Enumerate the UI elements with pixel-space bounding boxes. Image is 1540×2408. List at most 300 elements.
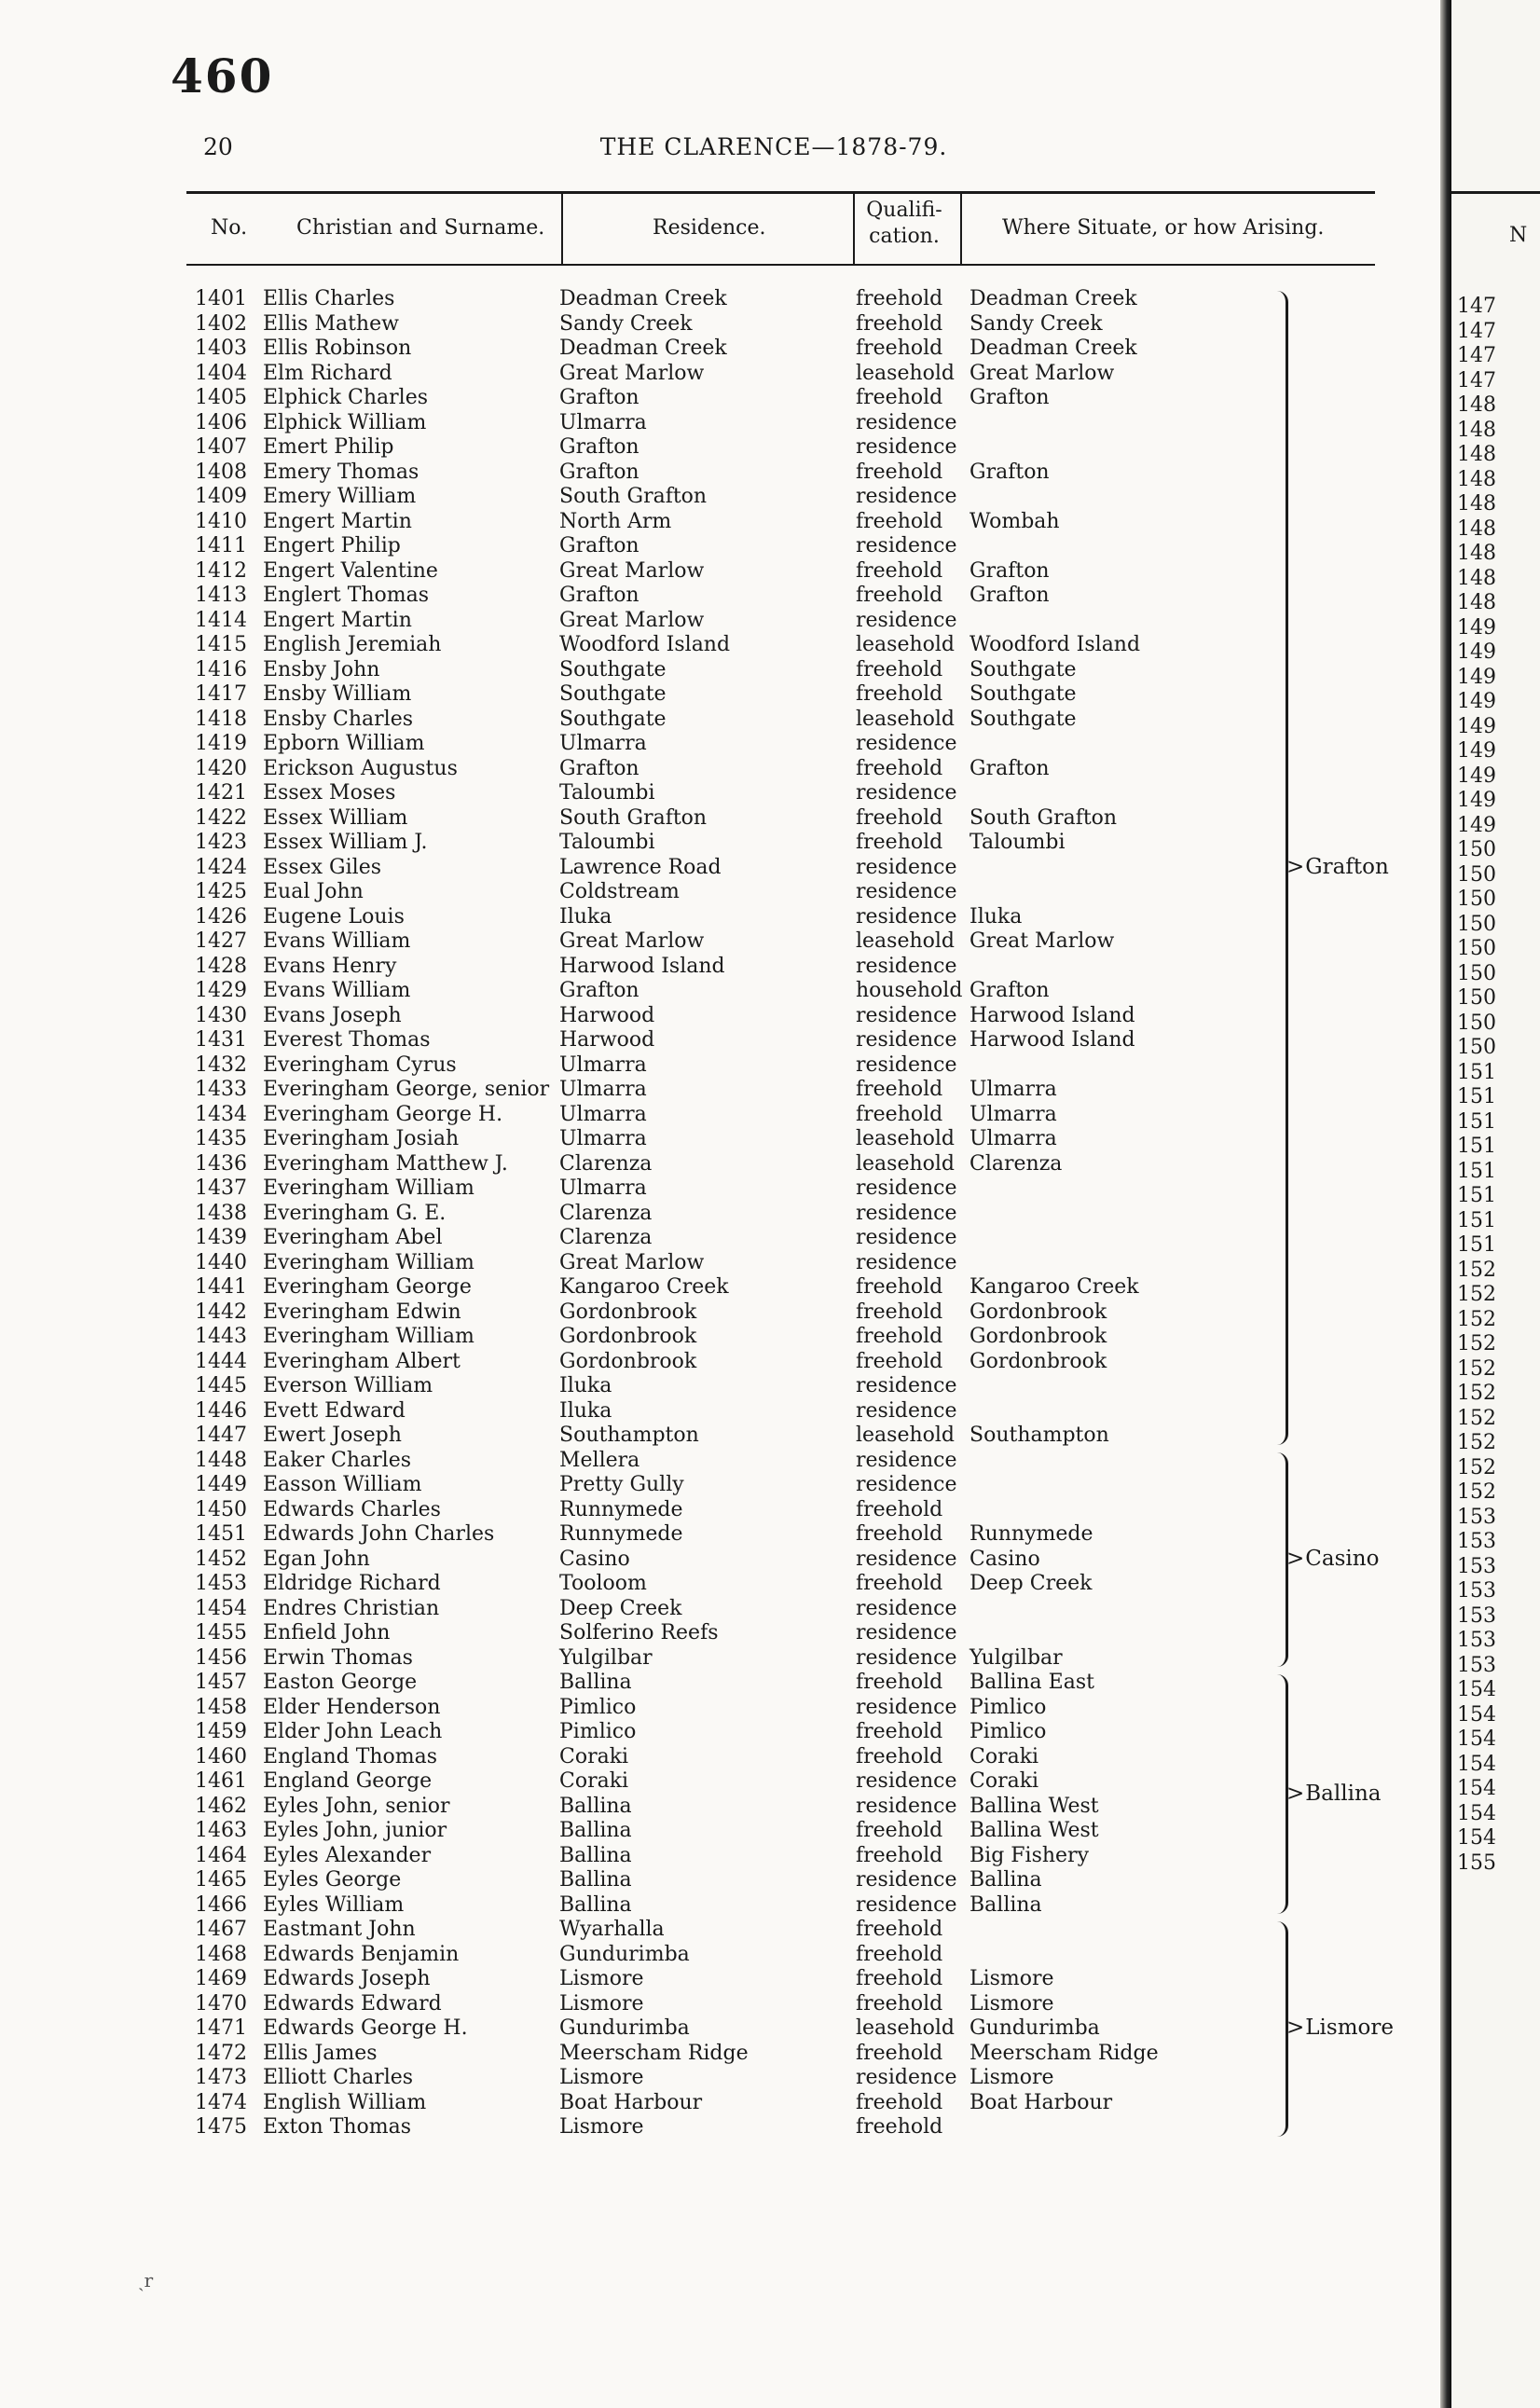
residence: Ballina (559, 1892, 632, 1917)
adjacent-entry-number: 149 (1457, 665, 1496, 689)
voter-name: Emert Philip (263, 435, 394, 459)
residence: Pimlico (559, 1695, 637, 1719)
qualification: residence (856, 1621, 957, 1644)
where-situate: Ballina East (969, 1671, 1094, 1694)
where-situate: Harwood Island (969, 1003, 1135, 1027)
table-row (0, 1844, 1440, 1869)
voter-name: Essex Moses (263, 781, 396, 805)
table-row (0, 1943, 1440, 1968)
qualification: freehold (856, 831, 943, 854)
residence: Kangaroo Creek (559, 1275, 729, 1299)
residence: Meerscham Ridge (559, 2041, 749, 2065)
table-row (0, 1399, 1440, 1424)
residence: Great Marlow (559, 929, 705, 953)
voter-name: Elliott Charles (263, 2066, 414, 2089)
table-row (0, 1028, 1440, 1053)
header-divider (853, 194, 855, 264)
table-row (0, 658, 1440, 683)
where-situate: Southgate (969, 682, 1077, 706)
qualification: freehold (856, 1720, 943, 1743)
header-name: Christian and Surname. (296, 216, 545, 240)
adjacent-entry-number: 148 (1457, 467, 1496, 491)
adjacent-entry-number: 150 (1457, 1036, 1496, 1059)
adjacent-entry-number: 151 (1457, 1184, 1496, 1207)
table-row (0, 1374, 1440, 1399)
residence: Ballina (559, 1819, 632, 1842)
where-situate: Harwood Island (969, 1028, 1135, 1052)
residence: Lismore (559, 2066, 644, 2089)
where-situate: Ballina West (969, 1819, 1099, 1842)
qualification: freehold (856, 657, 943, 681)
table-row (0, 386, 1440, 411)
adjacent-entry-number: 150 (1457, 912, 1496, 936)
entry-number: 1446 (195, 1398, 247, 1423)
adjacent-entry-number: 149 (1457, 789, 1496, 812)
residence: North Arm (559, 509, 672, 533)
voter-name: Essex William J. (263, 831, 428, 854)
entry-number: 1464 (195, 1843, 247, 1867)
adjacent-entry-number: 152 (1457, 1382, 1496, 1405)
adjacent-entry-number: 148 (1457, 393, 1496, 417)
adjacent-entry-number: 152 (1457, 1431, 1496, 1454)
residence: Mellera (559, 1448, 640, 1472)
stray-mark: ˏr (138, 2269, 154, 2291)
where-situate: Coraki (969, 1769, 1039, 1793)
qualification: freehold (856, 1819, 943, 1842)
voter-name: Easton George (263, 1671, 418, 1694)
qualification: residence (856, 1547, 957, 1571)
voter-name: Everingham William (263, 1325, 474, 1348)
residence: Tooloom (559, 1572, 647, 1595)
where-situate: Lismore (969, 1991, 1054, 2016)
qualification: freehold (856, 1325, 943, 1348)
entry-number: 1430 (195, 1003, 247, 1027)
residence: Gordonbrook (559, 1300, 697, 1324)
table-row (0, 955, 1440, 980)
table-row (0, 2066, 1440, 2091)
entry-number: 1447 (195, 1424, 247, 1447)
table-row (0, 856, 1440, 881)
voter-name: Everingham Albert (263, 1349, 461, 1373)
entry-number: 1426 (195, 904, 247, 929)
table-row (0, 1597, 1440, 1622)
table-row (0, 485, 1440, 510)
table-row (0, 1127, 1440, 1152)
qualification: freehold (856, 509, 943, 533)
qualification: freehold (856, 805, 943, 830)
qualification: residence (856, 1053, 957, 1077)
entry-number: 1405 (195, 386, 247, 409)
residence: Ulmarra (559, 410, 647, 434)
qualification: residence (856, 2066, 957, 2089)
where-situate: Lismore (969, 2066, 1054, 2089)
voter-name: Elphick William (263, 410, 427, 434)
qualification: freehold (856, 682, 943, 706)
residence: Lismore (559, 2115, 644, 2139)
where-situate: Yulgilbar (969, 1645, 1063, 1670)
adjacent-entry-number: 155 (1457, 1851, 1496, 1875)
adjacent-entry-number: 152 (1457, 1283, 1496, 1306)
entry-number: 1407 (195, 435, 247, 459)
qualification: residence (856, 534, 957, 557)
residence: Gordonbrook (559, 1325, 697, 1348)
table-row (0, 1868, 1440, 1893)
qualification: freehold (856, 2041, 943, 2065)
voter-name: Ewert Joseph (263, 1424, 402, 1447)
residence: Ulmarra (559, 1127, 647, 1150)
qualification: residence (856, 608, 957, 632)
table-row (0, 2091, 1440, 2116)
voter-name: Everingham Josiah (263, 1127, 460, 1150)
adjacent-entry-number: 148 (1457, 516, 1496, 541)
residence: Gundurimba (559, 2016, 690, 2040)
voter-name: England Thomas (263, 1744, 438, 1768)
voter-name: English Jeremiah (263, 633, 442, 656)
adjacent-entry-number: 147 (1457, 368, 1496, 392)
table-row (0, 1152, 1440, 1177)
residence: Ulmarra (559, 1078, 647, 1101)
voter-name: Eaker Charles (263, 1448, 412, 1472)
entry-number: 1427 (195, 929, 247, 953)
where-situate: Lismore (969, 1967, 1054, 1990)
voter-name: Erickson Augustus (263, 756, 458, 780)
table-row (0, 979, 1440, 1004)
adjacent-entry-number: 149 (1457, 640, 1496, 664)
voter-name: Eual John (263, 880, 364, 903)
voter-name: Engert Martin (263, 509, 412, 533)
residence: Deep Creek (559, 1596, 682, 1620)
adjacent-entry-number: 148 (1457, 492, 1496, 516)
residence: Ballina (559, 1843, 632, 1867)
qualification: residence (856, 1892, 957, 1917)
table-row (0, 1078, 1440, 1103)
where-situate: Runnymede (969, 1522, 1093, 1546)
where-situate: Wombah (969, 509, 1060, 533)
table-row (0, 2016, 1440, 2042)
qualification: leasehold (856, 1151, 956, 1176)
entry-number: 1416 (195, 657, 247, 681)
qualification: residence (856, 1028, 957, 1052)
entry-number: 1448 (195, 1448, 247, 1472)
where-situate: Southgate (969, 707, 1077, 731)
voter-name: Eyles John, senior (263, 1794, 450, 1818)
adjacent-entry-number: 150 (1457, 937, 1496, 960)
voter-name: Engert Valentine (263, 558, 438, 583)
voter-name: Eyles Alexander (263, 1843, 432, 1867)
residence: Coraki (559, 1769, 629, 1793)
where-situate: Grafton (969, 584, 1050, 607)
residence: Southgate (559, 657, 667, 681)
table-row (0, 1696, 1440, 1721)
voter-name: Englert Thomas (263, 584, 430, 607)
residence: Lismore (559, 1967, 644, 1990)
voter-name: Erwin Thomas (263, 1645, 413, 1670)
table-row (0, 1646, 1440, 1672)
residence: Grafton (559, 386, 639, 409)
adjacent-entry-number: 153 (1457, 1505, 1496, 1529)
table-row (0, 337, 1440, 362)
entry-number: 1412 (195, 558, 247, 583)
voter-name: Ellis Charles (263, 287, 395, 310)
adjacent-entry-number: 154 (1457, 1727, 1496, 1751)
where-situate: Southampton (969, 1424, 1109, 1447)
entry-number: 1455 (195, 1621, 247, 1644)
qualification: residence (856, 1448, 957, 1472)
residence: South Grafton (559, 485, 708, 508)
where-situate: Deadman Creek (969, 287, 1137, 310)
voter-name: Elder John Leach (263, 1720, 443, 1743)
header-bottom-rule (186, 264, 1375, 266)
entry-number: 1474 (195, 2090, 247, 2114)
residence: South Grafton (559, 805, 708, 830)
where-situate: Grafton (969, 558, 1050, 583)
voter-name: Egan John (263, 1547, 370, 1571)
residence: Deadman Creek (559, 337, 727, 360)
table-row (0, 1473, 1440, 1498)
qualification: residence (856, 410, 957, 434)
adjacent-entry-number: 148 (1457, 591, 1496, 614)
entry-number: 1415 (195, 633, 247, 656)
qualification: freehold (856, 1497, 943, 1521)
where-situate: Gordonbrook (969, 1300, 1107, 1324)
entry-number: 1473 (195, 2066, 247, 2089)
entry-number: 1443 (195, 1325, 247, 1348)
qualification: freehold (856, 2090, 943, 2114)
voter-name: Everingham Matthew J. (263, 1151, 508, 1176)
table-row (0, 1893, 1440, 1919)
voter-name: Engert Martin (263, 608, 412, 632)
table-row (0, 633, 1440, 658)
voter-name: Everingham Cyrus (263, 1053, 457, 1077)
entry-number: 1450 (195, 1497, 247, 1521)
voter-name: Edwards Edward (263, 1991, 442, 2016)
qualification: freehold (856, 460, 943, 484)
entry-number: 1428 (195, 954, 247, 978)
adjacent-entry-number: 148 (1457, 418, 1496, 442)
entry-number: 1457 (195, 1671, 247, 1694)
qualification: freehold (856, 584, 943, 607)
adjacent-entry-number: 154 (1457, 1752, 1496, 1776)
table-row (0, 1275, 1440, 1300)
adjacent-entry-number: 149 (1457, 714, 1496, 738)
qualification: residence (856, 1226, 957, 1249)
entry-number: 1451 (195, 1522, 247, 1546)
qualification: freehold (856, 1522, 943, 1546)
adjacent-entry-number: 150 (1457, 888, 1496, 911)
adjacent-entry-number: 148 (1457, 566, 1496, 590)
qualification: freehold (856, 1942, 943, 1966)
entry-number: 1439 (195, 1226, 247, 1249)
where-situate: Great Marlow (969, 361, 1115, 385)
qualification: household (856, 979, 963, 1002)
voter-name: Enfield John (263, 1621, 391, 1644)
entry-number: 1470 (195, 1991, 247, 2016)
table-row (0, 435, 1440, 461)
table-row (0, 1795, 1440, 1820)
qualification: residence (856, 880, 957, 903)
table-row (0, 1226, 1440, 1251)
qualification: freehold (856, 1275, 943, 1299)
table-row (0, 1967, 1440, 1992)
residence: Boat Harbour (559, 2090, 703, 2114)
residence: Lawrence Road (559, 855, 722, 879)
adjacent-entry-number: 149 (1457, 615, 1496, 640)
entry-number: 1402 (195, 311, 247, 336)
group-label: > Grafton (1286, 855, 1389, 879)
table-row (0, 1103, 1440, 1128)
residence: Solferino Reefs (559, 1621, 719, 1644)
table-row (0, 2042, 1440, 2067)
entry-number: 1436 (195, 1151, 247, 1176)
entry-number: 1475 (195, 2115, 247, 2139)
qualification: freehold (856, 1078, 943, 1101)
table-row (0, 1548, 1440, 1573)
where-situate: Casino (969, 1547, 1040, 1571)
residence: Iluka (559, 904, 612, 929)
adjacent-entry-number: 149 (1457, 764, 1496, 788)
entry-number: 1408 (195, 460, 247, 484)
qualification: leasehold (856, 1127, 956, 1150)
qualification: leasehold (856, 633, 956, 656)
binding-gutter (1440, 0, 1451, 2408)
residence: Ulmarra (559, 1102, 647, 1126)
entry-number: 1465 (195, 1868, 247, 1892)
residence: Harwood (559, 1003, 655, 1027)
qualification: freehold (856, 1843, 943, 1867)
qualification: freehold (856, 1967, 943, 1990)
adjacent-entry-number: 153 (1457, 1629, 1496, 1652)
residence: Southgate (559, 682, 667, 706)
qualification: freehold (856, 1102, 943, 1126)
entry-number: 1433 (195, 1078, 247, 1101)
qualification: freehold (856, 386, 943, 409)
qualification: leasehold (856, 361, 956, 385)
entry-number: 1401 (195, 287, 247, 310)
voter-name: Eldridge Richard (263, 1572, 441, 1595)
entry-number: 1440 (195, 1250, 247, 1274)
adjacent-entry-number: 153 (1457, 1530, 1496, 1553)
entry-number: 1425 (195, 880, 247, 903)
entry-number: 1413 (195, 584, 247, 607)
voter-name: Everingham George, senior (263, 1078, 550, 1101)
where-situate: Ulmarra (969, 1102, 1057, 1126)
qualification: residence (856, 1398, 957, 1423)
adjacent-entry-number: 152 (1457, 1480, 1496, 1504)
residence: Ballina (559, 1868, 632, 1892)
qualification: residence (856, 855, 957, 879)
table-row (0, 609, 1440, 634)
entry-number: 1445 (195, 1374, 247, 1397)
voter-name: Everingham Edwin (263, 1300, 461, 1324)
qualification: freehold (856, 311, 943, 336)
voter-name: Evans William (263, 929, 411, 953)
voter-name: Edwards Joseph (263, 1967, 431, 1990)
adjacent-entry-number: 150 (1457, 862, 1496, 887)
residence: Clarenza (559, 1151, 653, 1176)
where-situate: Ulmarra (969, 1078, 1057, 1101)
voter-name: Everingham George (263, 1275, 472, 1299)
residence: Grafton (559, 460, 639, 484)
voter-name: Edwards John Charles (263, 1522, 495, 1546)
residence: Ballina (559, 1671, 632, 1694)
voter-name: Epborn William (263, 732, 425, 755)
residence: Woodford Island (559, 633, 731, 656)
table-row (0, 1671, 1440, 1696)
residence: Grafton (559, 584, 639, 607)
qualification: residence (856, 1868, 957, 1892)
residence: Iluka (559, 1398, 612, 1423)
table-row (0, 1918, 1440, 1943)
entry-number: 1435 (195, 1127, 247, 1150)
voter-name: Ellis Mathew (263, 311, 399, 336)
entry-number: 1458 (195, 1695, 247, 1719)
qualification: residence (856, 1201, 957, 1225)
table-row (0, 1053, 1440, 1079)
running-title: THE CLARENCE—1878-79. (599, 133, 948, 160)
entry-number: 1410 (195, 509, 247, 533)
voter-name: Everingham William (263, 1176, 474, 1200)
entry-number: 1404 (195, 361, 247, 385)
qualification: freehold (856, 1671, 943, 1694)
entry-number: 1454 (195, 1596, 247, 1620)
residence: Great Marlow (559, 1250, 705, 1274)
voter-name: Everingham G. E. (263, 1201, 447, 1225)
qualification: residence (856, 1695, 957, 1719)
voter-name: Ensby Charles (263, 707, 414, 731)
qualification: leasehold (856, 1424, 956, 1447)
adjacent-entry-number: 150 (1457, 961, 1496, 985)
entry-number: 1422 (195, 805, 247, 830)
table-row (0, 1572, 1440, 1597)
table-row (0, 1251, 1440, 1276)
adjacent-entry-number: 151 (1457, 1085, 1496, 1108)
entry-number: 1467 (195, 1918, 247, 1941)
voter-name: Evans Joseph (263, 1003, 402, 1027)
entry-number: 1409 (195, 485, 247, 508)
where-situate: Grafton (969, 386, 1050, 409)
entry-number: 1459 (195, 1720, 247, 1743)
qualification: residence (856, 435, 957, 459)
residence: Harwood Island (559, 954, 725, 978)
table-row (0, 1202, 1440, 1227)
qualification: freehold (856, 1918, 943, 1941)
table-row (0, 1004, 1440, 1029)
entry-number: 1418 (195, 707, 247, 731)
where-situate: Great Marlow (969, 929, 1115, 953)
adjacent-entry-number: 152 (1457, 1455, 1496, 1479)
where-situate: Southgate (969, 657, 1077, 681)
entry-number: 1424 (195, 855, 247, 879)
table-row (0, 1176, 1440, 1202)
table-row (0, 905, 1440, 930)
header-top-rule (186, 191, 1375, 194)
adjacent-entry-number: 152 (1457, 1356, 1496, 1381)
adjacent-entry-number: 150 (1457, 986, 1496, 1010)
qualification: residence (856, 1596, 957, 1620)
where-situate: Grafton (969, 756, 1050, 780)
voter-name: Evans Henry (263, 954, 397, 978)
table-row (0, 806, 1440, 832)
residence: Taloumbi (559, 831, 655, 854)
voter-name: Elder Henderson (263, 1695, 441, 1719)
where-situate: Taloumbi (969, 831, 1066, 854)
entry-number: 1419 (195, 732, 247, 755)
adjacent-entry-number: 154 (1457, 1826, 1496, 1850)
entry-number: 1456 (195, 1645, 247, 1670)
table-row (0, 1522, 1440, 1548)
residence: Runnymede (559, 1522, 683, 1546)
qualification: residence (856, 1176, 957, 1200)
